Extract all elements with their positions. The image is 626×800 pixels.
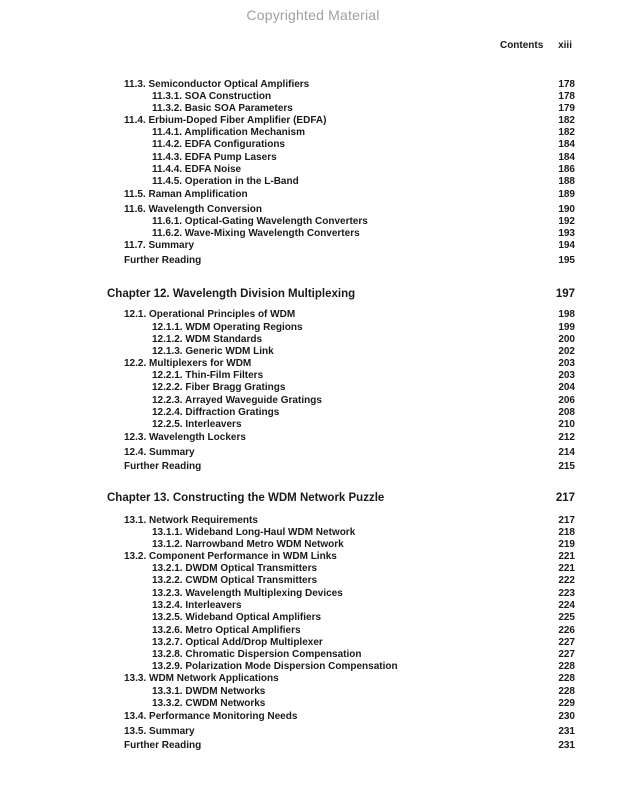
toc-title: 13.2.4. Interleavers xyxy=(152,600,242,611)
toc-page: 229 xyxy=(558,698,575,709)
toc-page: 228 xyxy=(558,686,575,697)
toc-page: 217 xyxy=(558,515,575,526)
toc-section-entry[interactable] xyxy=(124,725,575,738)
toc-page: 212 xyxy=(558,432,575,443)
toc-page: 194 xyxy=(558,240,575,251)
toc-further-reading-entry[interactable] xyxy=(124,739,575,752)
toc-section-entry[interactable] xyxy=(124,431,575,444)
toc-page: 190 xyxy=(558,204,575,215)
toc-subsection-entry[interactable] xyxy=(152,138,575,151)
toc-title: 13.3.2. CWDM Networks xyxy=(152,698,266,709)
toc-title: 12.2.1. Thin-Film Filters xyxy=(152,370,264,381)
toc-section-entry[interactable] xyxy=(124,239,575,252)
toc-title: Chapter 13. Constructing the WDM Network Puzzle xyxy=(107,492,385,504)
toc-title: Chapter 12. Wavelength Division Multiplexing xyxy=(107,288,356,300)
toc-page: 182 xyxy=(558,115,575,126)
toc-title: 11.6.1. Optical-Gating Wavelength Converters xyxy=(152,216,368,227)
toc-page: 188 xyxy=(558,176,575,187)
toc-title: 13.2.2. CWDM Optical Transmitters xyxy=(152,575,318,586)
toc-title: 11.3.2. Basic SOA Parameters xyxy=(152,103,293,114)
toc-title: 11.4.4. EDFA Noise xyxy=(152,164,242,175)
toc-title: 13.1.2. Narrowband Metro WDM Network xyxy=(152,539,344,550)
toc-page: 203 xyxy=(558,370,575,381)
running-head-page: xiii xyxy=(558,40,572,51)
toc-title: 11.5. Raman Amplification xyxy=(124,189,248,200)
toc-subsection-entry[interactable] xyxy=(152,611,575,624)
toc-title: 12.3. Wavelength Lockers xyxy=(124,432,246,443)
toc-title: 11.4.5. Operation in the L-Band xyxy=(152,176,299,187)
toc-page: 206 xyxy=(558,395,575,406)
toc-title: 11.6.2. Wave-Mixing Wavelength Converters xyxy=(152,228,360,239)
toc-title: 13.5. Summary xyxy=(124,726,195,737)
toc-title: 13.2.7. Optical Add/Drop Multiplexer xyxy=(152,637,323,648)
toc-page: 218 xyxy=(558,527,575,538)
toc-page: 225 xyxy=(558,612,575,623)
toc-page: 182 xyxy=(558,127,575,138)
toc-page: 222 xyxy=(558,575,575,586)
toc-title: 12.2. Multiplexers for WDM xyxy=(124,358,252,369)
toc-page: 223 xyxy=(558,588,575,599)
toc-page: 192 xyxy=(558,216,575,227)
toc-title: 13.3. WDM Network Applications xyxy=(124,673,279,684)
toc-title: 11.3.1. SOA Construction xyxy=(152,91,272,102)
toc-page: 178 xyxy=(558,91,575,102)
toc-page: 228 xyxy=(558,661,575,672)
toc-title: 12.2.4. Diffraction Gratings xyxy=(152,407,280,418)
toc-title: 12.2.3. Arrayed Waveguide Gratings xyxy=(152,395,322,406)
toc-page: 219 xyxy=(558,539,575,550)
toc-title: 12.1.3. Generic WDM Link xyxy=(152,346,274,357)
toc-title: 12.1.1. WDM Operating Regions xyxy=(152,322,303,333)
toc-title: 13.2.3. Wavelength Multiplexing Devices xyxy=(152,588,343,599)
toc-section-entry[interactable] xyxy=(124,188,575,201)
copyright-watermark: Copyrighted Material xyxy=(246,7,380,23)
toc-page: 210 xyxy=(558,419,575,430)
toc-chapter-entry[interactable] xyxy=(107,287,575,302)
toc-title: 13.2. Component Performance in WDM Links xyxy=(124,551,337,562)
toc-page: 203 xyxy=(558,358,575,369)
toc-title: 13.1.1. Wideband Long-Haul WDM Network xyxy=(152,527,356,538)
toc-title: 13.2.9. Polarization Mode Dispersion Compensation xyxy=(152,661,398,672)
toc-title: 12.2.2. Fiber Bragg Gratings xyxy=(152,382,286,393)
toc-subsection-entry[interactable] xyxy=(152,574,575,587)
toc-title: 11.3. Semiconductor Optical Amplifiers xyxy=(124,79,310,90)
toc-page: 226 xyxy=(558,625,575,636)
toc-page: 227 xyxy=(558,649,575,660)
toc-chapter-entry[interactable] xyxy=(107,491,575,506)
toc-section-entry[interactable] xyxy=(124,672,575,685)
toc-title: 12.2.5. Interleavers xyxy=(152,419,242,430)
toc-page: 184 xyxy=(558,139,575,150)
toc-title: Further Reading xyxy=(124,461,202,472)
toc-title: 13.4. Performance Monitoring Needs xyxy=(124,711,298,722)
toc-title: 11.4. Erbium-Doped Fiber Amplifier (EDFA) xyxy=(124,115,327,126)
toc-page: 178 xyxy=(558,79,575,90)
toc-subsection-entry[interactable] xyxy=(152,381,575,394)
toc-title: 13.2.5. Wideband Optical Amplifiers xyxy=(152,612,322,623)
toc-subsection-entry[interactable] xyxy=(152,175,575,188)
toc-title: 13.2.1. DWDM Optical Transmitters xyxy=(152,563,318,574)
toc-page: 200 xyxy=(558,334,575,345)
toc-title: 13.3.1. DWDM Networks xyxy=(152,686,266,697)
toc-title: 11.4.2. EDFA Configurations xyxy=(152,139,285,150)
toc-further-reading-entry[interactable] xyxy=(124,254,575,267)
toc-title: 13.1. Network Requirements xyxy=(124,515,258,526)
running-head-label: Contents xyxy=(499,40,544,51)
toc-title: 13.2.8. Chromatic Dispersion Compensation xyxy=(152,649,362,660)
toc-page: 215 xyxy=(558,461,575,472)
toc-title: 12.1. Operational Principles of WDM xyxy=(124,309,296,320)
toc-page: 193 xyxy=(558,228,575,239)
toc-page: 199 xyxy=(558,322,575,333)
toc-page: 195 xyxy=(558,255,575,266)
toc-title: 12.1.2. WDM Standards xyxy=(152,334,263,345)
toc-page: 228 xyxy=(558,673,575,684)
toc-subsection-entry[interactable] xyxy=(152,697,575,710)
toc-page: 202 xyxy=(558,346,575,357)
toc-page: 179 xyxy=(558,103,575,114)
toc-page: 214 xyxy=(558,447,575,458)
toc-page: 230 xyxy=(558,711,575,722)
toc-title: 13.2.6. Metro Optical Amplifiers xyxy=(152,625,301,636)
toc-section-entry[interactable] xyxy=(124,308,575,321)
toc-section-entry[interactable] xyxy=(124,446,575,459)
toc-page: 217 xyxy=(555,492,575,504)
toc-further-reading-entry[interactable] xyxy=(124,460,575,473)
toc-title: 11.4.1. Amplification Mechanism xyxy=(152,127,306,138)
toc-page: 186 xyxy=(558,164,575,175)
toc-page: 227 xyxy=(558,637,575,648)
toc-subsection-entry[interactable] xyxy=(152,418,575,431)
toc-title: Further Reading xyxy=(124,255,202,266)
toc-title: 11.4.3. EDFA Pump Lasers xyxy=(152,152,277,163)
toc-page: 224 xyxy=(558,600,575,611)
toc-page: 231 xyxy=(558,726,575,737)
toc-page: 198 xyxy=(558,309,575,320)
toc-page: 184 xyxy=(558,152,575,163)
toc-page: 204 xyxy=(558,382,575,393)
toc-title: 11.6. Wavelength Conversion xyxy=(124,204,263,215)
toc-page: 231 xyxy=(558,740,575,751)
toc-page: 189 xyxy=(558,189,575,200)
toc-page: 208 xyxy=(558,407,575,418)
toc-title: Further Reading xyxy=(124,740,202,751)
toc-page: 221 xyxy=(558,563,575,574)
toc-section-entry[interactable] xyxy=(124,710,575,723)
toc-title: 11.7. Summary xyxy=(124,240,195,251)
running-head xyxy=(500,40,572,51)
toc-title: 12.4. Summary xyxy=(124,447,195,458)
toc-page: 221 xyxy=(558,551,575,562)
toc-page: 197 xyxy=(555,288,575,300)
